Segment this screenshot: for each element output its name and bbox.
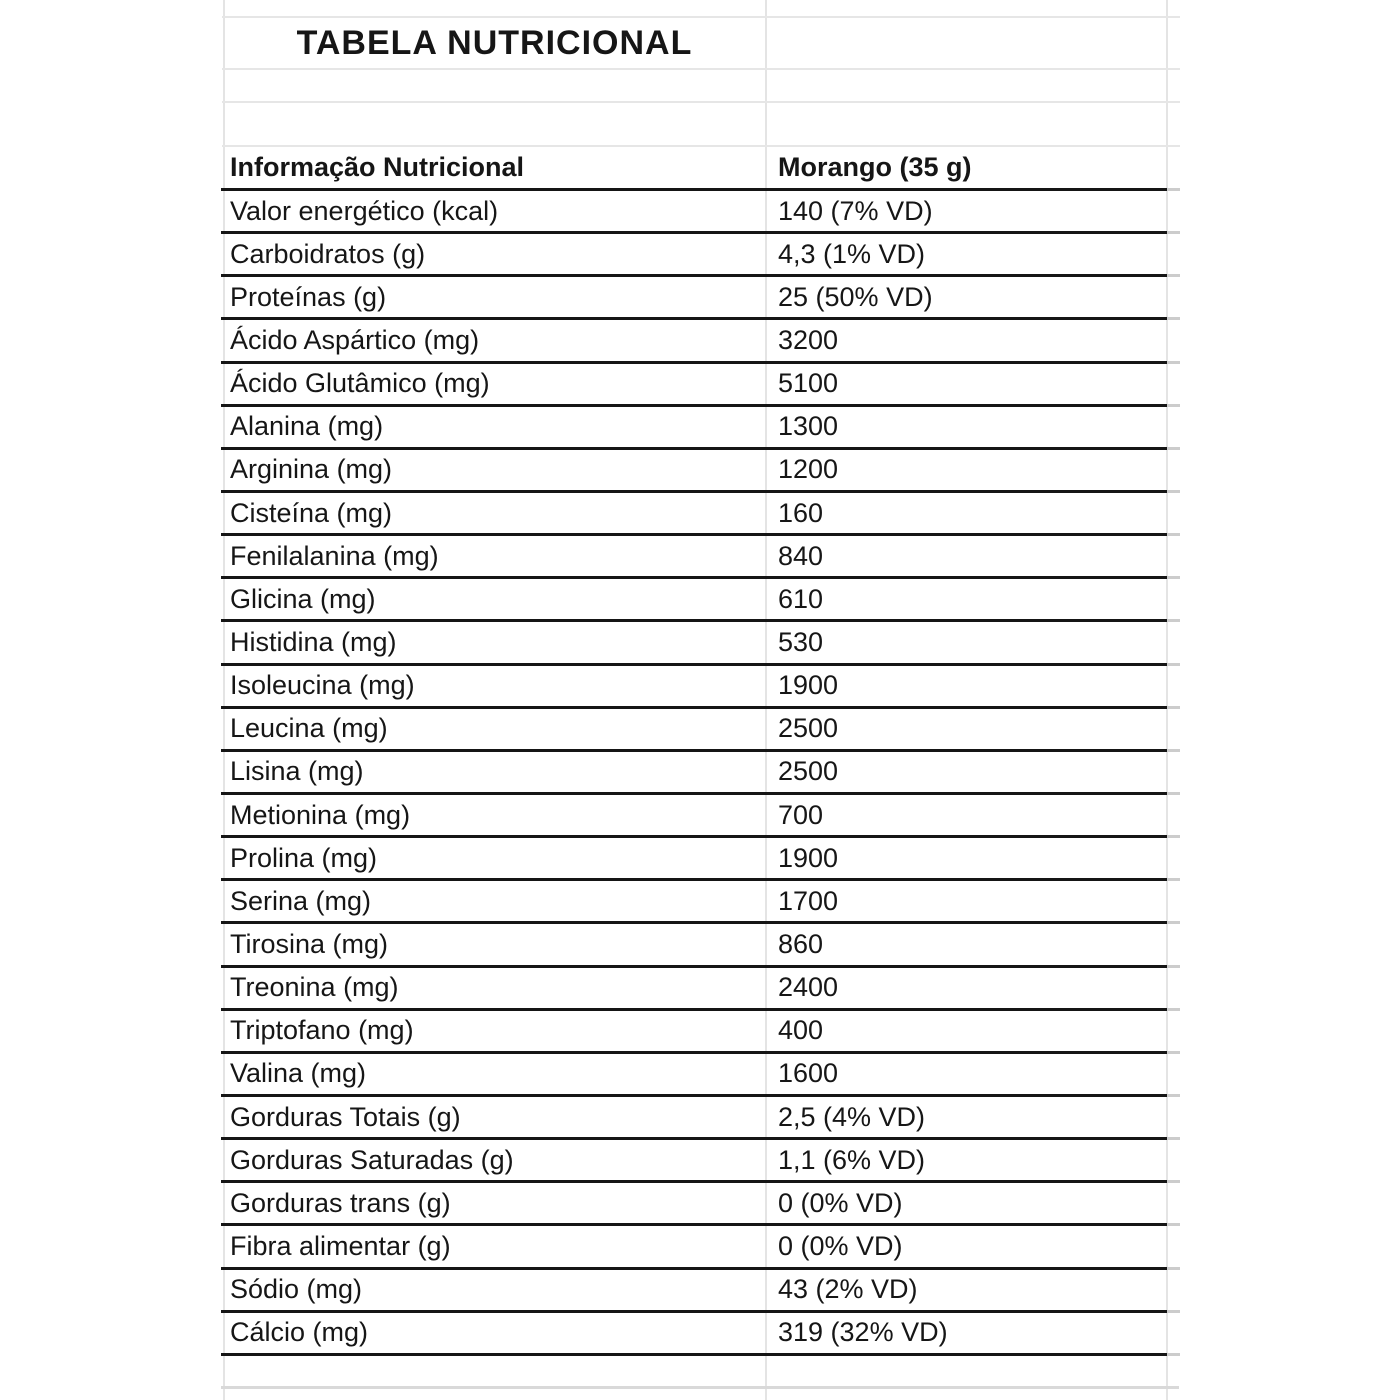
nutrient-value-cell[interactable]: 3200 [778,324,839,355]
header-cell-info[interactable]: Informação Nutricional [230,151,525,182]
gridline-horizontal-2 [222,68,1180,70]
nutrient-label-cell[interactable]: Triptofano (mg) [230,1015,414,1046]
table-row [221,320,1167,363]
nutrient-value-cell[interactable]: 43 (2% VD) [778,1274,918,1305]
table-row [221,450,1167,493]
nutrient-value-cell[interactable]: 1900 [778,670,839,701]
nutrient-value-cell[interactable]: 0 (0% VD) [778,1187,903,1218]
table-row [221,1226,1167,1269]
nutrient-value-cell[interactable]: 25 (50% VD) [778,281,933,312]
nutrient-label-cell[interactable]: Valor energético (kcal) [230,195,499,226]
nutrient-value-cell[interactable]: 530 [778,626,824,657]
nutrient-value-cell[interactable]: 860 [778,928,824,959]
table-row [221,838,1167,881]
nutrient-value-cell[interactable]: 2400 [778,972,839,1003]
nutrient-label-cell[interactable]: Cálcio (mg) [230,1317,369,1348]
nutrient-label-cell[interactable]: Alanina (mg) [230,411,384,442]
table-row [221,1140,1167,1183]
table-row [221,709,1167,752]
nutrient-value-cell[interactable]: 5100 [778,368,839,399]
table-row [221,795,1167,838]
nutrient-label-cell[interactable]: Proteínas (g) [230,281,387,312]
nutrient-label-cell[interactable]: Fibra alimentar (g) [230,1230,451,1261]
table-row [221,666,1167,709]
table-row [221,1183,1167,1226]
nutrient-value-cell[interactable]: 840 [778,540,824,571]
nutrient-label-cell[interactable]: Tirosina (mg) [230,928,389,959]
table-row [221,579,1167,622]
nutrient-label-cell[interactable]: Gorduras trans (g) [230,1187,451,1218]
nutrient-value-cell[interactable]: 1,1 (6% VD) [778,1144,926,1175]
table-row [221,493,1167,536]
nutrient-label-cell[interactable]: Glicina (mg) [230,583,376,614]
nutrient-label-cell[interactable]: Gorduras Saturadas (g) [230,1144,514,1175]
nutrient-label-cell[interactable]: Gorduras Totais (g) [230,1101,461,1132]
nutrient-value-cell[interactable]: 1700 [778,885,839,916]
nutrient-label-cell[interactable]: Fenilalanina (mg) [230,540,439,571]
nutrient-label-cell[interactable]: Serina (mg) [230,885,372,916]
nutrient-value-cell[interactable]: 2,5 (4% VD) [778,1101,926,1132]
table-row [221,881,1167,924]
nutrient-value-cell[interactable]: 4,3 (1% VD) [778,238,926,269]
table-row [221,752,1167,795]
nutrient-value-cell[interactable]: 0 (0% VD) [778,1230,903,1261]
table-row [221,622,1167,665]
nutrient-label-cell[interactable]: Ácido Aspártico (mg) [230,324,480,355]
sheet-title-cell[interactable] [224,18,765,68]
nutrient-value-cell[interactable]: 1300 [778,411,839,442]
table-row [221,234,1167,277]
nutrient-value-cell[interactable]: 140 (7% VD) [778,195,933,226]
table-row [221,1313,1167,1356]
nutrient-label-cell[interactable]: Isoleucina (mg) [230,670,415,701]
table-row [221,536,1167,579]
nutrient-value-cell[interactable]: 610 [778,583,824,614]
nutrient-label-cell[interactable]: Lisina (mg) [230,756,364,787]
nutrient-label-cell[interactable]: Carboidratos (g) [230,238,426,269]
table-row [221,1054,1167,1097]
nutrient-label-cell[interactable]: Metionina (mg) [230,799,411,830]
table-row [221,1011,1167,1054]
nutrient-label-cell[interactable]: Treonina (mg) [230,972,399,1003]
nutrient-value-cell[interactable]: 1200 [778,454,839,485]
nutrient-label-cell[interactable]: Prolina (mg) [230,842,378,873]
table-row [221,407,1167,450]
bottom-gridline-divider [221,1386,1179,1389]
table-row [221,1097,1167,1140]
sheet-title: TABELA NUTRICIONAL [296,23,693,62]
nutrient-label-cell[interactable]: Ácido Glutâmico (mg) [230,368,490,399]
table-row [221,968,1167,1011]
nutrition-table [221,146,1167,1356]
nutrient-label-cell[interactable]: Sódio (mg) [230,1274,363,1305]
nutrient-value-cell[interactable]: 700 [778,799,824,830]
gridline-horizontal-3 [222,101,1180,103]
table-row [221,364,1167,407]
nutrient-value-cell[interactable]: 1900 [778,842,839,873]
table-header-row [221,146,1167,191]
nutrient-label-cell[interactable]: Arginina (mg) [230,454,393,485]
nutrient-label-cell[interactable]: Valina (mg) [230,1058,367,1089]
nutrient-value-cell[interactable]: 2500 [778,713,839,744]
table-row [221,1270,1167,1313]
table-row [221,277,1167,320]
nutrient-value-cell[interactable]: 160 [778,497,824,528]
nutrient-value-cell[interactable]: 400 [778,1015,824,1046]
nutrient-label-cell[interactable]: Histidina (mg) [230,626,397,657]
nutrient-value-cell[interactable]: 2500 [778,756,839,787]
nutrient-label-cell[interactable]: Cisteína (mg) [230,497,393,528]
nutrient-value-cell[interactable]: 1600 [778,1058,839,1089]
nutrient-label-cell[interactable]: Leucina (mg) [230,713,388,744]
header-cell-variant[interactable]: Morango (35 g) [778,151,972,182]
nutrient-value-cell[interactable]: 319 (32% VD) [778,1317,948,1348]
table-row [221,191,1167,234]
table-row [221,924,1167,967]
